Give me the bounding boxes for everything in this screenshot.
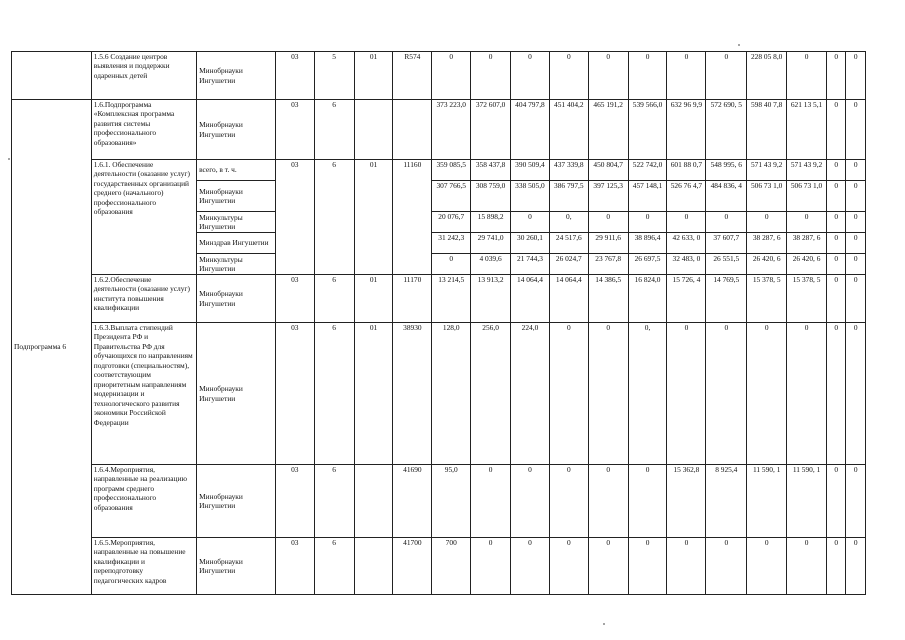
code-section: 03 — [275, 465, 314, 538]
executor: Минкультуры Ингушетии — [197, 212, 276, 233]
value-cell: 450 804,7 — [588, 160, 628, 181]
code-item: 01 — [354, 275, 393, 323]
value-cell: 26 420, 6 — [747, 254, 787, 275]
code-subsection: 6 — [314, 160, 354, 275]
code-subsection: 6 — [314, 100, 354, 160]
value-cell: 372 607,0 — [471, 100, 511, 160]
table-row — [12, 160, 866, 181]
value-cell: 0 — [846, 275, 866, 323]
value-cell: 0 — [667, 212, 706, 233]
value-cell: 0 — [549, 538, 588, 595]
value-cell: 128,0 — [432, 323, 471, 465]
value-cell: 14 769,5 — [706, 275, 747, 323]
value-cell: 0 — [549, 323, 588, 465]
value-cell: 0 — [827, 275, 846, 323]
scan-speck — [738, 44, 740, 46]
value-cell: 0, — [628, 323, 667, 465]
value-cell: 397 125,3 — [588, 181, 628, 212]
value-cell: 373 223,0 — [432, 100, 471, 160]
code-budget — [393, 100, 432, 160]
budget-table — [11, 51, 866, 595]
value-cell: 0 — [846, 100, 866, 160]
value-cell: 256,0 — [471, 323, 511, 465]
value-cell: 0 — [827, 538, 846, 595]
measure-name: 1.6.4.Мероприятия, направленные на реализацию программ среднего профессионального образования — [91, 465, 196, 538]
value-cell: 0 — [827, 181, 846, 212]
code-section: 03 — [275, 52, 314, 100]
value-cell: 390 509,4 — [511, 160, 550, 181]
measure-name: 1.6.Подпрограмма «Комплексная программа развития системы профессионального образования» — [91, 100, 196, 160]
value-cell: 308 759,0 — [471, 181, 511, 212]
value-cell: 4 039,6 — [471, 254, 511, 275]
table-row — [12, 465, 866, 538]
value-cell: 16 824,0 — [628, 275, 667, 323]
value-cell: 700 — [432, 538, 471, 595]
value-cell: 26 551,5 — [706, 254, 747, 275]
value-cell: 358 437,8 — [471, 160, 511, 181]
value-cell: 0 — [846, 538, 866, 595]
executor: всего, в т. ч. — [197, 160, 276, 181]
value-cell: 0 — [432, 52, 471, 100]
value-cell: 0 — [827, 212, 846, 233]
code-section: 03 — [275, 275, 314, 323]
value-cell: 0 — [628, 212, 667, 233]
value-cell: 26 697,5 — [628, 254, 667, 275]
value-cell: 0 — [588, 52, 628, 100]
value-cell: 506 73 1,0 — [747, 181, 787, 212]
value-cell: 42 633, 0 — [667, 233, 706, 254]
code-budget: 11170 — [393, 275, 432, 323]
measure-name: 1.6.1. Обеспечение деятельности (оказание услуг) государственных организаций среднего (начального) профессионального образования — [91, 160, 196, 275]
value-cell: 15 726, 4 — [667, 275, 706, 323]
value-cell: 0 — [588, 323, 628, 465]
value-cell: 0 — [787, 52, 827, 100]
value-cell: 29 911,6 — [588, 233, 628, 254]
executor: Минкультуры Ингушетии — [197, 254, 276, 275]
value-cell: 14 386,5 — [588, 275, 628, 323]
value-cell: 38 896,4 — [628, 233, 667, 254]
executor: Минобрнауки Ингушетии — [197, 323, 276, 465]
value-cell: 0 — [846, 233, 866, 254]
value-cell: 465 191,2 — [588, 100, 628, 160]
value-cell: 0 — [511, 538, 550, 595]
value-cell: 13 214,5 — [432, 275, 471, 323]
value-cell: 0 — [588, 465, 628, 538]
value-cell: 0 — [549, 52, 588, 100]
executor: Минобрнауки Ингушетии — [197, 465, 276, 538]
value-cell: 0 — [827, 160, 846, 181]
code-subsection: 6 — [314, 538, 354, 595]
table-row — [12, 538, 866, 595]
value-cell: 0 — [846, 254, 866, 275]
group-label: Подпрограмма 6 — [12, 100, 92, 595]
value-cell: 15 362,8 — [667, 465, 706, 538]
value-cell: 23 767,8 — [588, 254, 628, 275]
code-budget: 11160 — [393, 160, 432, 275]
value-cell: 0 — [846, 160, 866, 181]
executor: Минобрнауки Ингушетии — [197, 275, 276, 323]
value-cell: 29 741,0 — [471, 233, 511, 254]
value-cell: 13 913,2 — [471, 275, 511, 323]
code-item — [354, 538, 393, 595]
value-cell: 0 — [787, 323, 827, 465]
value-cell: 386 797,5 — [549, 181, 588, 212]
scan-speck — [8, 158, 10, 160]
value-cell: 224,0 — [511, 323, 550, 465]
value-cell: 632 96 9,9 — [667, 100, 706, 160]
value-cell: 539 566,0 — [628, 100, 667, 160]
value-cell: 0 — [827, 323, 846, 465]
value-cell: 0 — [846, 212, 866, 233]
code-section: 03 — [275, 100, 314, 160]
table-body — [12, 52, 866, 595]
table-row — [12, 323, 866, 465]
value-cell: 571 43 9,2 — [747, 160, 787, 181]
value-cell: 0 — [471, 538, 511, 595]
value-cell: 0 — [588, 212, 628, 233]
value-cell: 522 742,0 — [628, 160, 667, 181]
value-cell: 11 590, 1 — [747, 465, 787, 538]
value-cell: 506 73 1,0 — [787, 181, 827, 212]
value-cell: 0 — [432, 254, 471, 275]
value-cell: 11 590, 1 — [787, 465, 827, 538]
value-cell: 0 — [827, 465, 846, 538]
value-cell: 15 378, 5 — [787, 275, 827, 323]
value-cell: 228 05 8,0 — [747, 52, 787, 100]
value-cell: 307 766,5 — [432, 181, 471, 212]
value-cell: 0 — [706, 52, 747, 100]
value-cell: 359 085,5 — [432, 160, 471, 181]
value-cell: 457 148,1 — [628, 181, 667, 212]
table-row — [12, 275, 866, 323]
measure-name: 1.6.3.Выплата стипендий Президента РФ и Правительства РФ для обучающихся по направлениям подготовки (специальностям), соответствующим приоритетным направлениям модернизации и технологического развития экономики Российской Федерации — [91, 323, 196, 465]
value-cell: 0 — [706, 323, 747, 465]
code-subsection: 5 — [314, 52, 354, 100]
value-cell: 598 40 7,8 — [747, 100, 787, 160]
code-budget: R574 — [393, 52, 432, 100]
value-cell: 15 898,2 — [471, 212, 511, 233]
value-cell: 32 483, 0 — [667, 254, 706, 275]
value-cell: 0 — [846, 323, 866, 465]
value-cell: 0 — [588, 538, 628, 595]
value-cell: 0 — [846, 52, 866, 100]
code-section: 03 — [275, 538, 314, 595]
value-cell: 37 607,7 — [706, 233, 747, 254]
value-cell: 0 — [846, 181, 866, 212]
value-cell: 26 420, 6 — [787, 254, 827, 275]
value-cell: 0 — [827, 233, 846, 254]
value-cell: 437 339,8 — [549, 160, 588, 181]
value-cell: 0 — [628, 52, 667, 100]
value-cell: 0 — [471, 52, 511, 100]
executor: Минобрнауки Ингушетии — [197, 100, 276, 160]
value-cell: 0 — [706, 538, 747, 595]
value-cell: 0 — [667, 52, 706, 100]
executor: Минздрав Ингушетии — [197, 233, 276, 254]
value-cell: 451 404,2 — [549, 100, 588, 160]
code-budget: 38930 — [393, 323, 432, 465]
value-cell: 14 064,4 — [511, 275, 550, 323]
value-cell: 0 — [511, 52, 550, 100]
value-cell: 0 — [471, 465, 511, 538]
code-item: 01 — [354, 52, 393, 100]
code-item — [354, 465, 393, 538]
value-cell: 526 76 4,7 — [667, 181, 706, 212]
value-cell: 8 925,4 — [706, 465, 747, 538]
value-cell: 0 — [628, 465, 667, 538]
code-subsection: 6 — [314, 323, 354, 465]
code-budget: 41690 — [393, 465, 432, 538]
value-cell: 38 287, 6 — [787, 233, 827, 254]
value-cell: 0 — [549, 465, 588, 538]
value-cell: 0 — [511, 212, 550, 233]
value-cell: 0 — [787, 212, 827, 233]
value-cell: 38 287, 6 — [747, 233, 787, 254]
value-cell: 20 076,7 — [432, 212, 471, 233]
executor: Минобрнауки Ингушетии — [197, 538, 276, 595]
value-cell: 0 — [667, 323, 706, 465]
value-cell: 601 88 0,7 — [667, 160, 706, 181]
code-budget: 41700 — [393, 538, 432, 595]
code-item: 01 — [354, 323, 393, 465]
measure-name: 1.5.6 Создание центров выявления и поддержки одаренных детей — [91, 52, 196, 100]
value-cell: 0 — [511, 465, 550, 538]
value-cell: 30 260,1 — [511, 233, 550, 254]
blank-cell — [12, 52, 92, 100]
scan-speck — [603, 623, 605, 625]
value-cell: 0 — [747, 538, 787, 595]
value-cell: 0 — [787, 538, 827, 595]
value-cell: 0 — [667, 538, 706, 595]
code-section: 03 — [275, 323, 314, 465]
value-cell: 0 — [747, 323, 787, 465]
value-cell: 571 43 9,2 — [787, 160, 827, 181]
value-cell: 14 064,4 — [549, 275, 588, 323]
value-cell: 0 — [827, 52, 846, 100]
value-cell: 338 505,0 — [511, 181, 550, 212]
value-cell: 0 — [628, 538, 667, 595]
value-cell: 404 797,8 — [511, 100, 550, 160]
code-item: 01 — [354, 160, 393, 275]
value-cell: 21 744,3 — [511, 254, 550, 275]
measure-name: 1.6.5.Мероприятия, направленные на повышение квалификации и переподготовку педагогических кадров — [91, 538, 196, 595]
value-cell: 0 — [827, 100, 846, 160]
value-cell: 24 517,6 — [549, 233, 588, 254]
value-cell: 0 — [747, 212, 787, 233]
table-row — [12, 52, 866, 100]
value-cell: 15 378, 5 — [747, 275, 787, 323]
value-cell: 484 836, 4 — [706, 181, 747, 212]
measure-name: 1.6.2.Обеспечение деятельности (оказание услуг) института повышения квалификации — [91, 275, 196, 323]
code-subsection: 6 — [314, 275, 354, 323]
executor: Минобрнауки Ингушетии — [197, 181, 276, 212]
executor: Минобрнауки Ингушетии — [197, 52, 276, 100]
value-cell: 621 13 5,1 — [787, 100, 827, 160]
value-cell: 548 995, 6 — [706, 160, 747, 181]
value-cell: 572 690, 5 — [706, 100, 747, 160]
value-cell: 0 — [827, 254, 846, 275]
code-item — [354, 100, 393, 160]
code-section: 03 — [275, 160, 314, 275]
value-cell: 95,0 — [432, 465, 471, 538]
value-cell: 31 242,3 — [432, 233, 471, 254]
code-subsection: 6 — [314, 465, 354, 538]
value-cell: 0 — [706, 212, 747, 233]
table-row — [12, 100, 866, 160]
value-cell: 26 024,7 — [549, 254, 588, 275]
value-cell: 0, — [549, 212, 588, 233]
value-cell: 0 — [846, 465, 866, 538]
